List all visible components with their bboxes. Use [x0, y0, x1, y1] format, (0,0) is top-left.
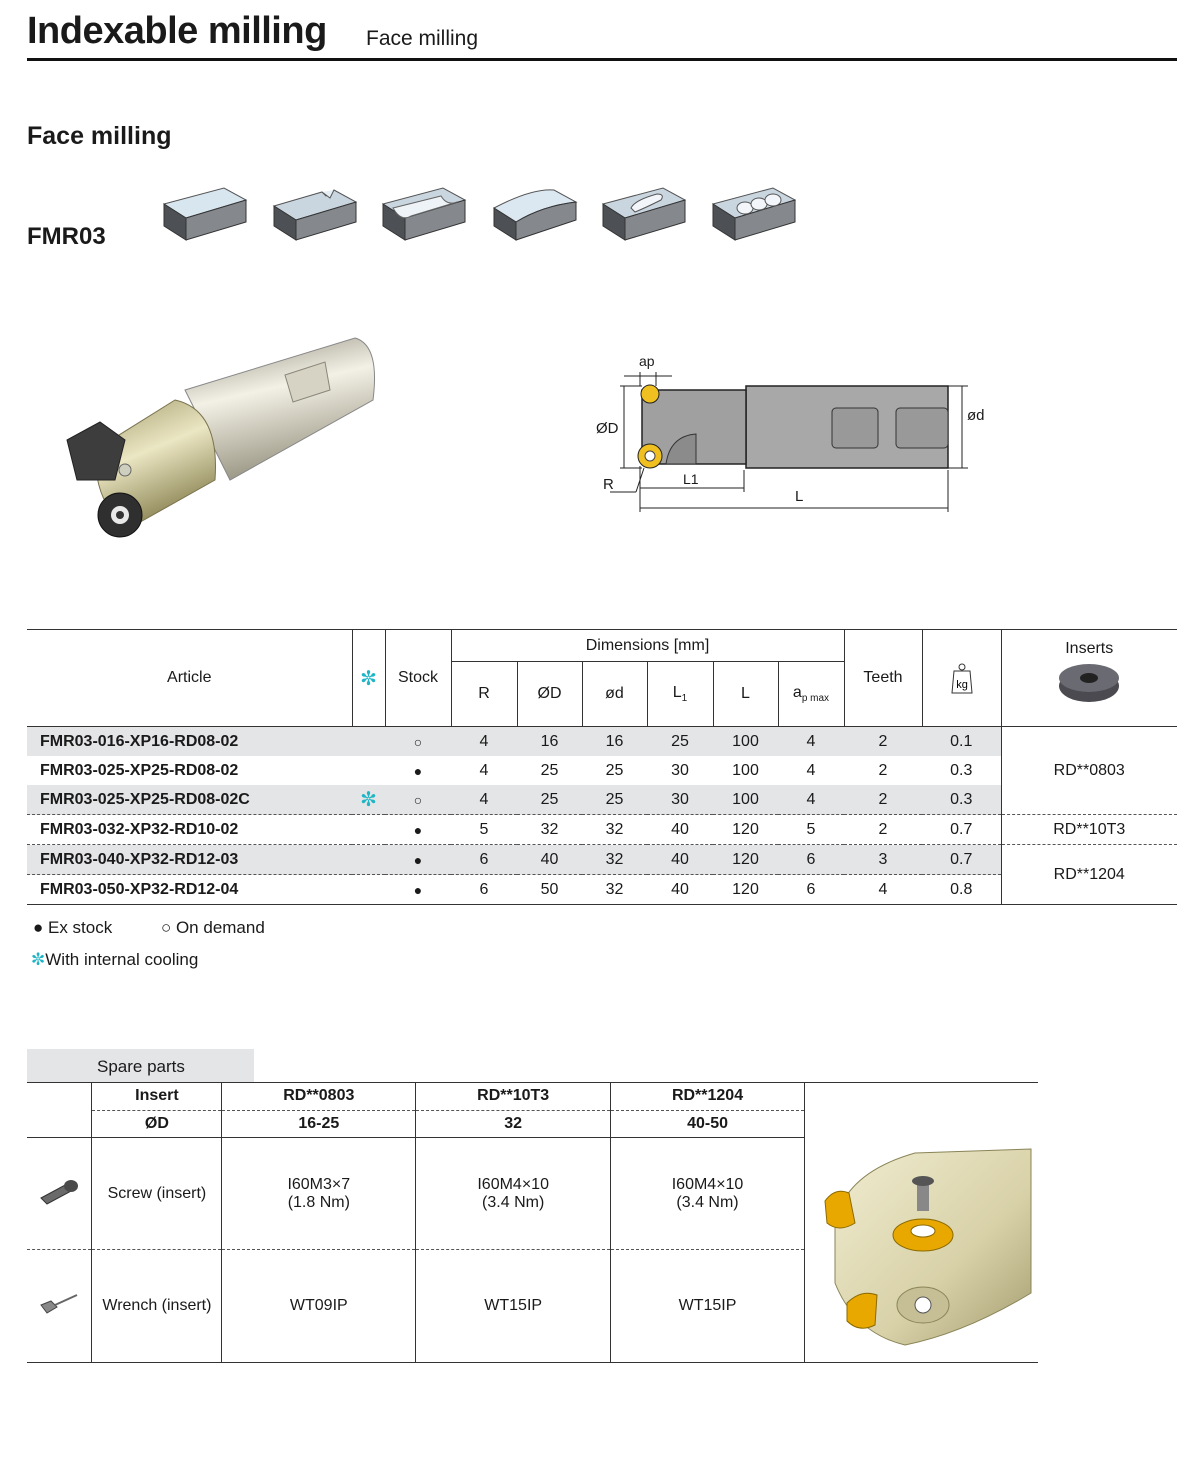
cell-L: 100 [732, 761, 759, 779]
technical-drawing [590, 350, 990, 520]
page-title: Indexable milling [27, 10, 327, 52]
spare-insert-1: RD**10T3 [416, 1083, 611, 1111]
spare-parts-title: Spare parts [97, 1057, 185, 1076]
spare-d-label: ØD [92, 1110, 222, 1138]
weight-icon [950, 661, 974, 695]
cell-cooling [352, 875, 385, 905]
cell-L: 100 [713, 785, 778, 815]
cell-cooling [352, 727, 385, 757]
header-rule [27, 58, 1177, 61]
spare-parts-assembly-image [805, 1083, 1038, 1357]
cell-D: 25 [540, 761, 559, 779]
spare-insert-2: RD**1204 [611, 1083, 805, 1111]
cell-stock: ○ [385, 785, 451, 815]
cell-kg: 0.7 [922, 815, 1001, 845]
drawing-label-L1: L1 [683, 471, 699, 487]
col-L1-sub: 1 [681, 693, 688, 705]
cell-kg: 0.3 [922, 785, 1001, 815]
drawing-label-d: ød [967, 407, 985, 424]
cell-D: 25 [517, 785, 582, 815]
product-code: FMR03 [27, 223, 106, 250]
slot-milling-icon [381, 182, 467, 244]
col-ap-sub: p max [801, 693, 830, 705]
col-article: Article [27, 630, 352, 727]
cell-cooling: ✼ [352, 785, 385, 815]
cell-R: 4 [451, 785, 517, 815]
cell-L1: 40 [671, 880, 689, 898]
cell-D: 16 [517, 727, 582, 757]
cell-stock: ○ [385, 727, 451, 757]
legend-ex-stock: ● Ex stock [33, 918, 113, 937]
cell-d: 32 [582, 815, 647, 845]
cell-ap: 5 [778, 815, 844, 845]
cell-article: FMR03-025-XP25-RD08-02C [27, 785, 352, 815]
col-cooling [352, 630, 385, 727]
spare-d-1: 32 [416, 1110, 611, 1138]
table-row [27, 727, 1177, 757]
screw-1 [416, 1138, 611, 1250]
cell-d: 25 [605, 761, 624, 779]
cell-article: FMR03-016-XP16-RD08-02 [27, 727, 352, 757]
col-dimensions: Dimensions [mm] [451, 630, 844, 662]
cell-article: FMR03-032-XP32-RD10-02 [27, 815, 352, 845]
cell-D: 50 [540, 880, 559, 898]
cell-kg: 0.7 [922, 845, 1001, 875]
cell-d: 32 [582, 845, 647, 875]
drawing-label-L: L [795, 488, 804, 505]
cell-R: 6 [479, 880, 489, 898]
cell-stock: ● [413, 881, 423, 898]
pocket-milling-icon [601, 182, 687, 244]
cell-kg: 0.3 [950, 761, 973, 779]
cell-L: 120 [713, 815, 778, 845]
cell-ap: 4 [806, 761, 816, 779]
col-D: ØD [517, 662, 582, 727]
cell-L1: 40 [647, 815, 713, 845]
cell-teeth: 2 [844, 815, 922, 845]
cooling-legend-icon: ✼ [31, 950, 46, 969]
cell-L1: 30 [671, 761, 689, 779]
cell-L: 120 [713, 845, 778, 875]
cell-article: FMR03-025-XP25-RD08-02 [40, 761, 239, 779]
article-table [27, 629, 1177, 905]
cell-article: FMR03-040-XP32-RD12-03 [27, 845, 352, 875]
cell-article: FMR03-050-XP32-RD12-04 [40, 880, 239, 898]
drawing-label-ap: ap [639, 353, 655, 369]
table-row [27, 845, 1177, 875]
cell-teeth: 4 [878, 880, 888, 898]
insert-icon [1054, 658, 1124, 706]
drawing-label-R: R [603, 476, 614, 493]
cell-stock: ● [413, 762, 423, 779]
spare-insert-0: RD**0803 [222, 1083, 416, 1111]
screw-0-torque: (1.8 Nm) [287, 1193, 350, 1211]
screw-1-torque: (3.4 Nm) [482, 1193, 545, 1211]
legend-cooling-text: With internal cooling [45, 950, 199, 969]
spare-parts-table [27, 1082, 1038, 1363]
screw-1-code: I60M4×10 [477, 1175, 549, 1193]
col-L1-main: L [672, 683, 682, 701]
wrench-0: WT09IP [222, 1250, 416, 1363]
page-subtitle: Face milling [366, 27, 479, 50]
col-ap-main: a [792, 683, 802, 701]
cell-kg: 0.8 [950, 880, 973, 898]
cell-L1: 25 [647, 727, 713, 757]
cell-R: 4 [451, 727, 517, 757]
cell-stock: ● [385, 815, 451, 845]
cooling-icon: ✼ [360, 667, 377, 690]
legend-stock [33, 918, 265, 938]
col-weight [922, 630, 1001, 727]
cell-ap: 4 [778, 727, 844, 757]
cell-R: 6 [451, 845, 517, 875]
screw-icon [37, 1176, 81, 1206]
screw-2-code: I60M4×10 [671, 1175, 744, 1193]
cell-L: 100 [713, 727, 778, 757]
spare-d-0: 16-25 [222, 1110, 416, 1138]
spare-d-2: 40-50 [611, 1110, 805, 1138]
profile-milling-icon [492, 182, 578, 244]
col-ap [778, 662, 844, 727]
legend-on-demand: ○ On demand [160, 918, 265, 937]
weight-label: kg [955, 679, 968, 691]
screw-0-code: I60M3×7 [287, 1175, 351, 1193]
screw-2 [611, 1138, 805, 1250]
legend-cooling [31, 950, 198, 970]
cell-cooling [352, 756, 385, 785]
col-L: L [713, 662, 778, 727]
section-title: Face milling [27, 122, 172, 150]
wrench-2: WT15IP [611, 1250, 805, 1363]
wrench-label: Wrench (insert) [92, 1250, 222, 1363]
cell-L1: 40 [647, 845, 713, 875]
col-L1 [647, 662, 713, 727]
screw-0 [222, 1138, 416, 1250]
cell-R: 5 [451, 815, 517, 845]
cell-D: 32 [517, 815, 582, 845]
drawing-label-D: ØD [596, 420, 619, 437]
col-inserts [1001, 630, 1177, 727]
cell-cooling [352, 845, 385, 875]
col-teeth: Teeth [844, 630, 922, 727]
cell-ap: 4 [778, 785, 844, 815]
cell-ap: 6 [806, 880, 816, 898]
cell-L1: 30 [647, 785, 713, 815]
face-milling-icon [162, 182, 248, 244]
plunge-milling-icon [711, 182, 797, 244]
cell-kg: 0.1 [922, 727, 1001, 757]
cell-ap: 6 [778, 845, 844, 875]
spare-insert-label: Insert [92, 1083, 222, 1111]
cell-insert-group: RD**0803 [1001, 727, 1177, 815]
face-mill-cutter-image [55, 330, 385, 540]
cell-insert-group: RD**10T3 [1001, 815, 1177, 845]
cell-teeth: 3 [844, 845, 922, 875]
cell-D: 40 [517, 845, 582, 875]
screw-label: Screw (insert) [92, 1138, 222, 1250]
inserts-label: Inserts [1065, 640, 1114, 657]
cell-d: 25 [582, 785, 647, 815]
cell-L: 120 [732, 880, 759, 898]
shoulder-milling-icon [272, 182, 358, 244]
cell-R: 4 [479, 761, 489, 779]
cell-teeth: 2 [844, 785, 922, 815]
wrench-icon [37, 1291, 81, 1317]
col-stock: Stock [385, 630, 451, 727]
cell-teeth: 2 [844, 727, 922, 757]
screw-2-torque: (3.4 Nm) [676, 1193, 739, 1211]
cell-teeth: 2 [878, 761, 888, 779]
col-d: ød [582, 662, 647, 727]
wrench-1: WT15IP [416, 1250, 611, 1363]
cell-d: 32 [605, 880, 624, 898]
wrench-icon-cell [27, 1250, 92, 1363]
cell-d: 16 [582, 727, 647, 757]
cell-cooling [352, 815, 385, 845]
cell-stock: ● [385, 845, 451, 875]
table-row [27, 815, 1177, 845]
cell-insert-group: RD**1204 [1001, 845, 1177, 905]
col-R: R [451, 662, 517, 727]
screw-icon-cell [27, 1138, 92, 1250]
